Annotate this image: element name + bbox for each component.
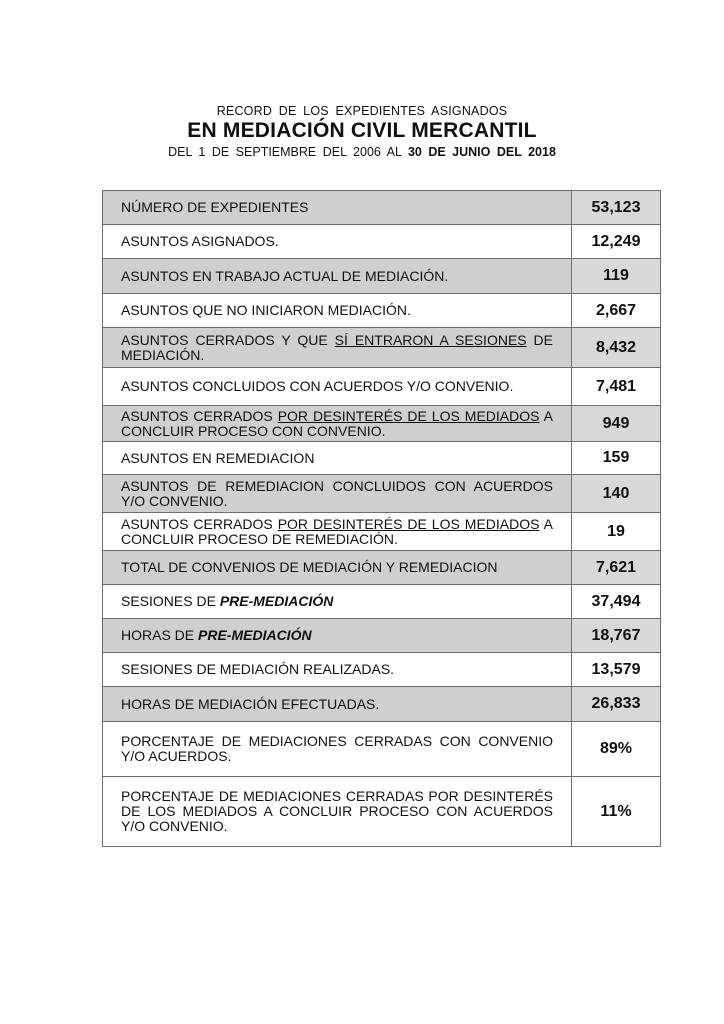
row-value: 12,249 [572, 225, 661, 259]
row-label-part: ASUNTOS CERRADOS [121, 515, 278, 532]
row-label-part: ASUNTOS CERRADOS [121, 407, 278, 424]
row-label-underlined: POR DESINTERÉS DE LOS MEDIADOS [277, 407, 540, 424]
table-row [103, 687, 661, 722]
row-label [103, 406, 572, 442]
row-value: 53,123 [572, 191, 661, 225]
row-value: 140 [572, 475, 661, 513]
row-value: 89% [572, 722, 661, 777]
table-row [103, 294, 661, 328]
row-label [103, 328, 572, 368]
row-label: ASUNTOS CONCLUIDOS CON ACUERDOS Y/O CONVENIO. [103, 368, 572, 406]
table-row [103, 406, 661, 442]
row-label: SESIONES DE MEDIACIÓN REALIZADAS. [103, 653, 572, 687]
row-label: NÚMERO DE EXPEDIENTES [103, 191, 572, 225]
row-label-part: SESIONES DE [121, 593, 220, 609]
period-end: 30 DE JUNIO DEL 2018 [407, 145, 556, 159]
table-row [103, 225, 661, 259]
table-row [103, 442, 661, 475]
row-value: 7,481 [572, 368, 661, 406]
row-label [103, 585, 572, 619]
row-value: 18,767 [572, 619, 661, 653]
row-value: 26,833 [572, 687, 661, 722]
row-value: 2,667 [572, 294, 661, 328]
table-row [103, 328, 661, 368]
table-row [103, 777, 661, 847]
row-label: ASUNTOS EN TRABAJO ACTUAL DE MEDIACIÓN. [103, 259, 572, 294]
row-label: PORCENTAJE DE MEDIACIONES CERRADAS CON CONVENIO Y/O ACUERDOS. [103, 722, 572, 777]
row-label-emphasis: PRE-MEDIACIÓN [219, 593, 334, 609]
row-value: 119 [572, 259, 661, 294]
table-row [103, 259, 661, 294]
row-label-part: A CONCLUIR PROCESO DE REMEDIACIÓN. [121, 515, 553, 547]
table-row [103, 368, 661, 406]
row-value: 8,432 [572, 328, 661, 368]
row-label-part: HORAS DE [121, 627, 199, 643]
row-value: 7,621 [572, 551, 661, 585]
row-label [103, 619, 572, 653]
table-row [103, 653, 661, 687]
row-value: 949 [572, 406, 661, 442]
row-label: ASUNTOS ASIGNADOS. [103, 225, 572, 259]
row-value: 159 [572, 442, 661, 475]
row-label-emphasis: PRE-MEDIACIÓN [198, 627, 312, 643]
row-value: 13,579 [572, 653, 661, 687]
table-row [103, 585, 661, 619]
table-row [103, 551, 661, 585]
table-row [103, 475, 661, 513]
table-row [103, 722, 661, 777]
records-table [102, 190, 661, 847]
row-label-part: ASUNTOS CERRADOS Y QUE [121, 331, 335, 348]
row-label: PORCENTAJE DE MEDIACIONES CERRADAS POR DESINTERÉS DE LOS MEDIADOS A CONCLUIR PROCESO CON ACUERDOS Y/O CONVENIO. [103, 777, 572, 847]
row-label: HORAS DE MEDIACIÓN EFECTUADAS. [103, 687, 572, 722]
row-value: 19 [572, 513, 661, 551]
period-line [0, 145, 724, 159]
row-label [103, 513, 572, 551]
table-row [103, 513, 661, 551]
table-row [103, 619, 661, 653]
row-label-part: DE MEDIACIÓN. [121, 331, 554, 363]
row-label-underlined: SÍ ENTRARON A SESIONES [334, 331, 527, 348]
row-label-part: A CONCLUIR PROCESO CON CONVENIO. [121, 407, 553, 439]
row-value: 11% [572, 777, 661, 847]
header-line-1: RECORD DE LOS EXPEDIENTES ASIGNADOS [216, 104, 508, 118]
document-title: EN MEDIACIÓN CIVIL MERCANTIL [187, 119, 537, 142]
table-row [103, 191, 661, 225]
row-value: 37,494 [572, 585, 661, 619]
row-label: TOTAL DE CONVENIOS DE MEDIACIÓN Y REMEDIACION [103, 551, 572, 585]
row-label-underlined: POR DESINTERÉS DE LOS MEDIADOS [277, 515, 540, 532]
row-label: ASUNTOS QUE NO INICIARON MEDIACIÓN. [103, 294, 572, 328]
period-prefix: DEL 1 DE SEPTIEMBRE DEL 2006 AL [168, 145, 408, 159]
row-label: ASUNTOS EN REMEDIACION [103, 442, 572, 475]
row-label: ASUNTOS DE REMEDIACION CONCLUIDOS CON ACUERDOS Y/O CONVENIO. [103, 475, 572, 513]
